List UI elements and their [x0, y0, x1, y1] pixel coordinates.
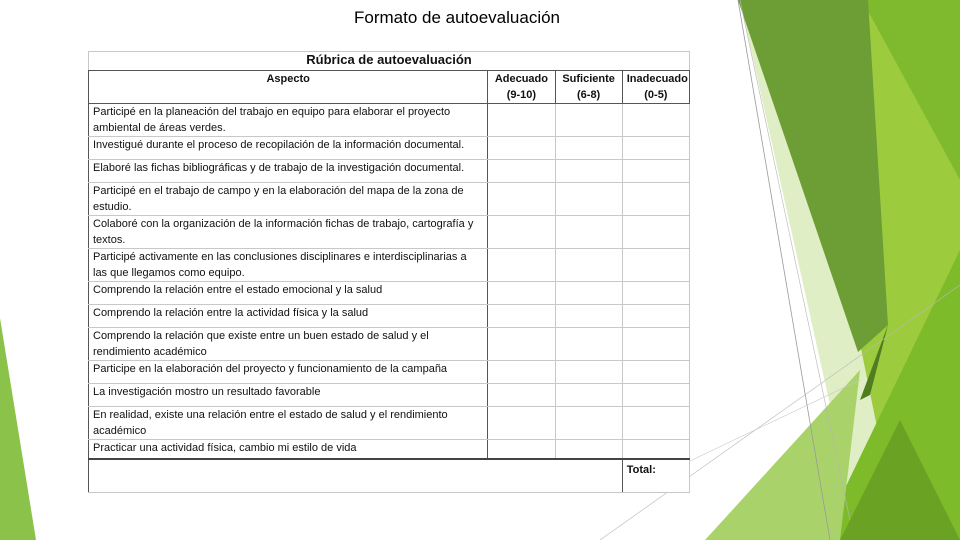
score-cell-adequate[interactable] — [488, 384, 555, 407]
rubric-body — [89, 104, 690, 460]
total-spacer — [89, 459, 623, 493]
score-cell-sufficient[interactable] — [555, 183, 622, 216]
score-cell-sufficient[interactable] — [555, 328, 622, 361]
aspect-cell: Participé activamente en las conclusiones disciplinares e interdisciplinarias a las que llegamos como equipo. — [89, 249, 488, 282]
score-cell-adequate[interactable] — [488, 137, 555, 160]
score-cell-sufficient[interactable] — [555, 216, 622, 249]
score-cell-adequate[interactable] — [488, 282, 555, 305]
score-cell-inadequate[interactable] — [622, 407, 689, 440]
score-cell-sufficient[interactable] — [555, 361, 622, 384]
score-cell-adequate[interactable] — [488, 407, 555, 440]
header-inadequate-range: (0-5) — [644, 89, 668, 101]
header-inadequate-label: Inadecuado — [626, 73, 688, 85]
score-cell-sufficient[interactable] — [555, 407, 622, 440]
score-cell-inadequate[interactable] — [622, 183, 689, 216]
score-cell-adequate[interactable] — [488, 328, 555, 361]
table-row — [89, 137, 690, 160]
header-inadequate — [622, 71, 689, 104]
table-row — [89, 216, 690, 249]
header-sufficient-label: Suficiente — [562, 73, 615, 85]
header-adequate — [488, 71, 555, 104]
aspect-cell: La investigación mostro un resultado favorable — [89, 384, 488, 407]
score-cell-sufficient[interactable] — [555, 137, 622, 160]
header-aspect-label: Aspecto — [266, 73, 310, 85]
score-cell-inadequate[interactable] — [622, 361, 689, 384]
aspect-cell: Colaboré con la organización de la información fichas de trabajo, cartografía y textos. — [89, 216, 488, 249]
total-label: Total: — [622, 459, 689, 493]
table-row — [89, 249, 690, 282]
score-cell-sufficient[interactable] — [555, 104, 622, 137]
table-row — [89, 361, 690, 384]
score-cell-inadequate[interactable] — [622, 305, 689, 328]
rubric-title: Rúbrica de autoevaluación — [89, 52, 690, 71]
rubric-total-row — [89, 459, 690, 493]
header-adequate-range: (9-10) — [506, 89, 537, 101]
aspect-cell: Comprendo la relación entre el estado emocional y la salud — [89, 282, 488, 305]
score-cell-inadequate[interactable] — [622, 160, 689, 183]
aspect-cell: Comprendo la relación que existe entre un buen estado de salud y el rendimiento académico — [89, 328, 488, 361]
decor-shape-bottom-pale — [705, 370, 860, 540]
score-cell-sufficient[interactable] — [555, 305, 622, 328]
score-cell-inadequate[interactable] — [622, 440, 689, 460]
score-cell-adequate[interactable] — [488, 160, 555, 183]
score-cell-inadequate[interactable] — [622, 137, 689, 160]
score-cell-inadequate[interactable] — [622, 216, 689, 249]
score-cell-sufficient[interactable] — [555, 440, 622, 460]
table-row — [89, 160, 690, 183]
slide-title: Formato de autoevaluación — [353, 8, 561, 27]
score-cell-sufficient[interactable] — [555, 384, 622, 407]
score-cell-inadequate[interactable] — [622, 104, 689, 137]
aspect-cell: Participé en el trabajo de campo y en la elaboración del mapa de la zona de estudio. — [89, 183, 488, 216]
rubric-table — [88, 51, 690, 493]
table-row — [89, 328, 690, 361]
table-row — [89, 183, 690, 216]
aspect-cell: En realidad, existe una relación entre el estado de salud y el rendimiento académico — [89, 407, 488, 440]
score-cell-adequate[interactable] — [488, 440, 555, 460]
score-cell-inadequate[interactable] — [622, 282, 689, 305]
rubric-title-row — [89, 52, 690, 71]
score-cell-sufficient[interactable] — [555, 282, 622, 305]
header-adequate-label: Adecuado — [494, 73, 548, 85]
score-cell-sufficient[interactable] — [555, 249, 622, 282]
table-row — [89, 440, 690, 460]
aspect-cell: Investigué durante el proceso de recopilación de la información documental. — [89, 137, 488, 160]
score-cell-adequate[interactable] — [488, 183, 555, 216]
score-cell-adequate[interactable] — [488, 104, 555, 137]
score-cell-inadequate[interactable] — [622, 384, 689, 407]
score-cell-inadequate[interactable] — [622, 249, 689, 282]
header-sufficient — [555, 71, 622, 104]
aspect-cell: Elaboré las fichas bibliográficas y de trabajo de la investigación documental. — [89, 160, 488, 183]
score-cell-adequate[interactable] — [488, 305, 555, 328]
table-row — [89, 305, 690, 328]
table-row — [89, 407, 690, 440]
table-row — [89, 384, 690, 407]
table-row — [89, 104, 690, 137]
header-aspect — [89, 71, 488, 104]
aspect-cell: Participe en la elaboración del proyecto y funcionamiento de la campaña — [89, 361, 488, 384]
aspect-cell: Practicar una actividad física, cambio mi estilo de vida — [89, 440, 488, 460]
score-cell-adequate[interactable] — [488, 249, 555, 282]
score-cell-inadequate[interactable] — [622, 328, 689, 361]
score-cell-adequate[interactable] — [488, 216, 555, 249]
score-cell-adequate[interactable] — [488, 361, 555, 384]
header-sufficient-range: (6-8) — [577, 89, 601, 101]
aspect-cell: Comprendo la relación entre la actividad física y la salud — [89, 305, 488, 328]
score-cell-sufficient[interactable] — [555, 160, 622, 183]
aspect-cell: Participé en la planeación del trabajo en equipo para elaborar el proyecto ambiental de áreas verdes. — [89, 104, 488, 137]
table-row — [89, 282, 690, 305]
rubric-header-row — [89, 71, 690, 104]
decor-shape-left-sliver — [0, 318, 36, 540]
